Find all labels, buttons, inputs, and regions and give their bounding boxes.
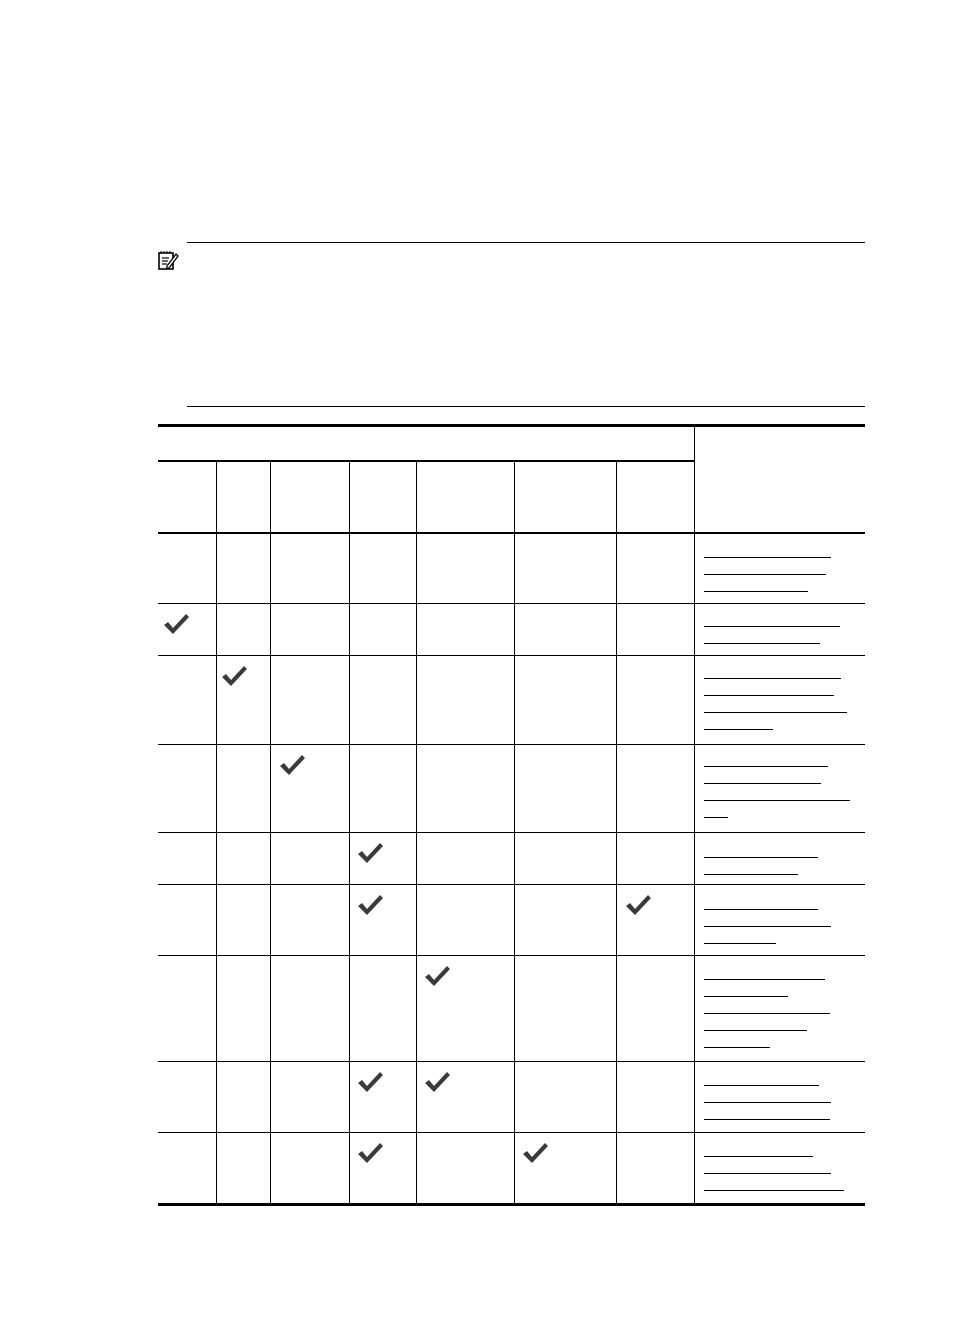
link-underline[interactable] — [704, 800, 850, 801]
checkmark-icon — [162, 611, 190, 637]
reference-link-cell[interactable] — [704, 557, 854, 608]
header-divider — [158, 460, 695, 462]
note-top-rule — [187, 242, 865, 243]
note-bottom-rule — [187, 406, 865, 407]
column-divider — [514, 462, 515, 1205]
link-underline[interactable] — [704, 712, 847, 713]
checkmark-icon — [521, 1140, 549, 1166]
link-underline[interactable] — [704, 1013, 830, 1014]
link-underline[interactable] — [704, 1173, 831, 1174]
link-underline[interactable] — [704, 1102, 831, 1103]
column-divider — [616, 462, 617, 1205]
link-underline[interactable] — [704, 591, 808, 592]
link-underline[interactable] — [704, 1156, 813, 1157]
checkmark-icon — [278, 752, 306, 778]
checkmark-icon — [356, 1069, 384, 1095]
link-underline[interactable] — [704, 979, 825, 980]
checkmark-icon — [356, 1140, 384, 1166]
link-underline[interactable] — [704, 678, 841, 679]
column-divider — [270, 462, 271, 1205]
reference-link-cell[interactable] — [704, 857, 854, 891]
checkmark-icon — [624, 892, 652, 918]
link-underline[interactable] — [704, 943, 776, 944]
column-divider — [216, 462, 217, 1205]
column-divider — [349, 462, 350, 1205]
link-underline[interactable] — [704, 643, 820, 644]
link-underline[interactable] — [704, 1047, 770, 1048]
link-underline[interactable] — [704, 557, 831, 558]
link-underline[interactable] — [704, 909, 818, 910]
reference-link-cell[interactable] — [704, 766, 854, 834]
reference-link-cell[interactable] — [704, 909, 854, 960]
link-underline[interactable] — [704, 996, 788, 997]
link-underline[interactable] — [704, 1030, 807, 1031]
link-underline[interactable] — [704, 926, 831, 927]
link-underline[interactable] — [704, 817, 728, 818]
reference-link-cell[interactable] — [704, 979, 854, 1064]
column-divider — [694, 427, 695, 1205]
table-top-border — [158, 424, 865, 427]
reference-link-cell[interactable] — [704, 1085, 854, 1136]
link-underline[interactable] — [704, 1085, 819, 1086]
note-icon — [157, 250, 179, 272]
link-underline[interactable] — [704, 874, 798, 875]
reference-link-cell[interactable] — [704, 626, 854, 660]
reference-link-cell[interactable] — [704, 1156, 854, 1207]
reference-link-cell[interactable] — [704, 678, 854, 746]
link-underline[interactable] — [704, 729, 773, 730]
header-bottom-border — [158, 532, 865, 534]
checkmark-icon — [423, 963, 451, 989]
link-underline[interactable] — [704, 574, 826, 575]
checkmark-icon — [423, 1069, 451, 1095]
link-underline[interactable] — [704, 626, 840, 627]
link-underline[interactable] — [704, 1119, 830, 1120]
link-underline[interactable] — [704, 766, 828, 767]
link-underline[interactable] — [704, 783, 821, 784]
feature-table — [158, 423, 865, 1208]
link-underline[interactable] — [704, 695, 834, 696]
link-underline[interactable] — [704, 857, 818, 858]
checkmark-icon — [356, 840, 384, 866]
column-divider — [416, 462, 417, 1205]
checkmark-icon — [220, 663, 248, 689]
checkmark-icon — [356, 892, 384, 918]
link-underline[interactable] — [704, 1190, 844, 1191]
